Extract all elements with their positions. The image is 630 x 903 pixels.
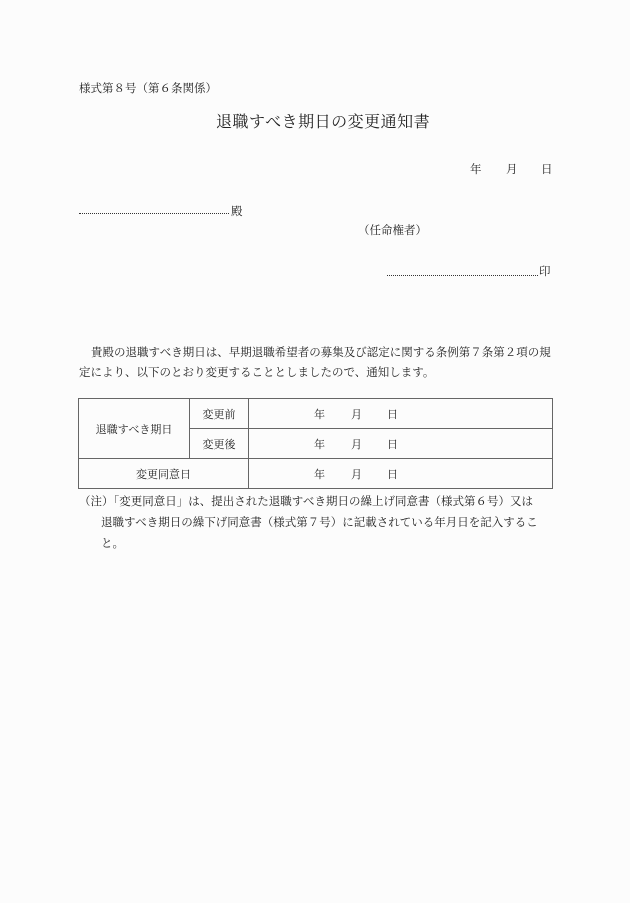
consent-date-label: 変更同意日 <box>79 459 249 489</box>
date-change-table <box>78 398 553 489</box>
month-label: 月 <box>351 407 362 421</box>
footnote-line: と。 <box>101 536 124 550</box>
table-row <box>79 459 553 489</box>
before-change-label: 変更前 <box>190 399 249 429</box>
appointer-name-line[interactable] <box>387 275 538 276</box>
document-title: 退職すべき期日の変更通知書 <box>216 112 431 131</box>
day-label: 日 <box>387 407 398 421</box>
addressee-line[interactable] <box>79 213 229 214</box>
footnote-line: （注）「変更同意日」は、提出された退職すべき期日の繰上げ同意書（様式第６号）又は <box>79 494 534 508</box>
footnote <box>79 491 559 554</box>
seal-mark: 印 <box>539 264 551 278</box>
form-number: 様式第８号（第６条関係） <box>79 81 217 95</box>
month-label: 月 <box>351 437 362 451</box>
addressee-suffix: 殿 <box>231 204 243 218</box>
month-label: 月 <box>351 467 362 481</box>
date-day: 日 <box>541 162 553 176</box>
before-change-date[interactable] <box>249 399 553 429</box>
date-month: 月 <box>506 162 518 176</box>
notice-body: 貴殿の退職すべき期日は、早期退職希望者の募集及び認定に関する条例第７条第２項の規定により、以下のとおり変更することとしましたので、通知します。 <box>79 345 551 379</box>
consent-date[interactable] <box>249 459 553 489</box>
appointer-label: （任命権者） <box>358 223 427 237</box>
day-label: 日 <box>387 437 398 451</box>
retirement-date-label: 退職すべき期日 <box>79 399 190 459</box>
footnote-line: 退職すべき期日の繰下げ同意書（様式第７号）に記載されている年月日を記入するこ <box>101 515 538 529</box>
year-label: 年 <box>314 437 325 451</box>
after-change-date[interactable] <box>249 429 553 459</box>
date-year: 年 <box>470 162 482 176</box>
day-label: 日 <box>387 467 398 481</box>
after-change-label: 変更後 <box>190 429 249 459</box>
table-row <box>79 399 553 429</box>
year-label: 年 <box>314 407 325 421</box>
year-label: 年 <box>314 467 325 481</box>
